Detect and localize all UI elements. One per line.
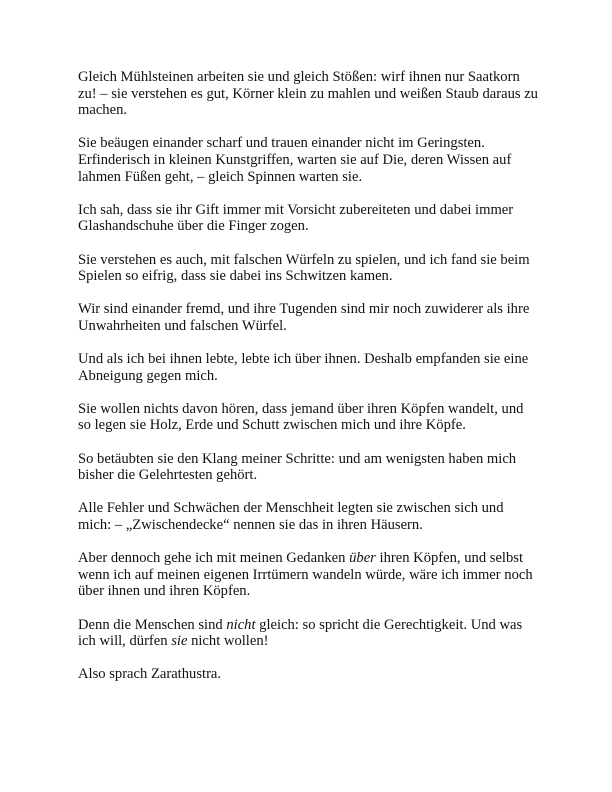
emphasized-word: nicht — [226, 616, 256, 633]
paragraph — [78, 617, 540, 650]
paragraph-text: gleich: so spricht die Gerechtigkeit. Und was ich will, dürfen — [78, 616, 523, 650]
body-text — [78, 69, 540, 700]
paragraph-text: Gleich Mühlsteinen arbeiten sie und gleich Stößen: wirf ihnen nur Saatkorn zu! – sie verstehen es gut, Körner klein zu mahlen und weißen Staub daraus zu machen. — [78, 69, 538, 119]
paragraph — [78, 135, 540, 185]
paragraph — [78, 500, 540, 533]
paragraph-text: nicht wollen! — [187, 633, 269, 650]
paragraph-text: ihren Köpfen, und selbst wenn ich auf meinen eigenen Irrtümern wandeln würde, wäre ich immer noch über ihnen und ihren Köpfen. — [78, 550, 533, 600]
paragraph-text: Denn die Menschen sind — [78, 616, 227, 633]
paragraph — [78, 69, 540, 119]
paragraph-text: So betäubten sie den Klang meiner Schritte: und am wenigsten haben mich bisher die Gelehrtesten gehört. — [78, 450, 517, 484]
paragraph-text: Ich sah, dass sie ihr Gift immer mit Vorsicht zubereiteten und dabei immer Glashandschuhe über die Finger zogen. — [78, 201, 514, 235]
paragraph-text: Sie beäugen einander scharf und trauen einander nicht im Geringsten. Erfinderisch in kleinen Kunstgriffen, warten sie auf Die, deren Wissen auf lahmen Füßen geht, – gleich Spinnen warten sie. — [78, 135, 512, 185]
paragraph — [78, 202, 540, 235]
paragraph — [78, 451, 540, 484]
emphasized-word: über — [349, 550, 376, 567]
paragraph-text: Alle Fehler und Schwächen der Menschheit legten sie zwischen sich und mich: – „Zwischendecke“ nennen sie das in ihren Häusern. — [78, 500, 504, 534]
paragraph — [78, 351, 540, 384]
paragraph — [78, 252, 540, 285]
paragraph-text: Und als ich bei ihnen lebte, lebte ich über ihnen. Deshalb empfanden sie eine Abneigung gegen mich. — [78, 351, 529, 384]
paragraph — [78, 301, 540, 334]
paragraph-text: Aber dennoch gehe ich mit meinen Gedanken — [78, 550, 350, 567]
paragraph-text: Sie verstehen es auch, mit falschen Würfeln zu spielen, und ich fand sie beim Spielen so eifrig, dass sie dabei ins Schwitzen kamen. — [78, 251, 530, 285]
closing-line — [78, 666, 540, 683]
paragraph — [78, 401, 540, 434]
paragraph-text: Sie wollen nichts davon hören, dass jemand über ihren Köpfen wandelt, und so legen sie Holz, Erde und Schutt zwischen mich und ihre Köpfe. — [78, 400, 524, 434]
paragraph — [78, 550, 540, 600]
paragraph-text: Wir sind einander fremd, und ihre Tugenden sind mir noch zuwiderer als ihre Unwahrheiten und falschen Würfel. — [78, 301, 530, 334]
paragraph-text: Also sprach Zarathustra. — [78, 666, 222, 683]
emphasized-word: sie — [171, 633, 188, 650]
